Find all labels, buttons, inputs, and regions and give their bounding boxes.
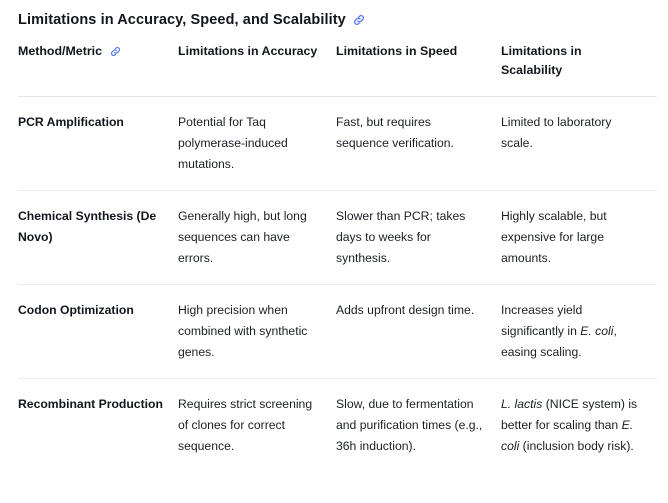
table-row <box>18 379 657 472</box>
row-method: Recombinant Production <box>18 397 163 412</box>
row-speed: Slower than PCR; takes days to weeks for synthesis. <box>336 191 501 285</box>
table-row <box>18 97 657 191</box>
table-row <box>18 285 657 379</box>
column-header-speed: Limitations in Speed <box>336 42 501 97</box>
row-accuracy: Potential for Taq polymerase-induced mutations. <box>178 97 336 191</box>
row-scalability: Limited to laboratory scale. <box>501 97 657 191</box>
table-row <box>18 191 657 285</box>
link-icon[interactable] <box>110 46 121 57</box>
link-icon[interactable] <box>353 14 365 26</box>
page-title <box>18 12 654 28</box>
row-scalability: Highly scalable, but expensive for large amounts. <box>501 191 657 285</box>
row-method: Chemical Synthesis (De Novo) <box>18 191 178 285</box>
row-speed: Slow, due to fermentation and purification times (e.g., 36h induction). <box>336 397 483 454</box>
comparison-table <box>18 42 657 472</box>
section-title-text: Limitations in Accuracy, Speed, and Scalability <box>18 12 346 28</box>
row-method: PCR Amplification <box>18 97 178 191</box>
row-accuracy: Generally high, but long sequences can have errors. <box>178 191 336 285</box>
column-header-label: Method/Metric <box>18 44 102 58</box>
row-accuracy: High precision when combined with synthetic genes. <box>178 285 336 379</box>
row-speed: Fast, but requires sequence verification. <box>336 97 501 191</box>
row-method: Codon Optimization <box>18 285 178 379</box>
column-header-scalability: Limitations in Scalability <box>501 42 657 97</box>
row-scalability: L. lactis (NICE system) is better for scaling than E. coli (inclusion body risk). <box>501 397 638 454</box>
table-header-row <box>18 42 657 97</box>
column-header-accuracy: Limitations in Accuracy <box>178 42 336 97</box>
row-speed: Adds upfront design time. <box>336 285 501 379</box>
row-accuracy: Requires strict screening of clones for correct sequence. <box>178 397 313 454</box>
row-scalability: Increases yield significantly in E. coli, easing scaling. <box>501 285 657 379</box>
column-header-method <box>18 42 178 97</box>
